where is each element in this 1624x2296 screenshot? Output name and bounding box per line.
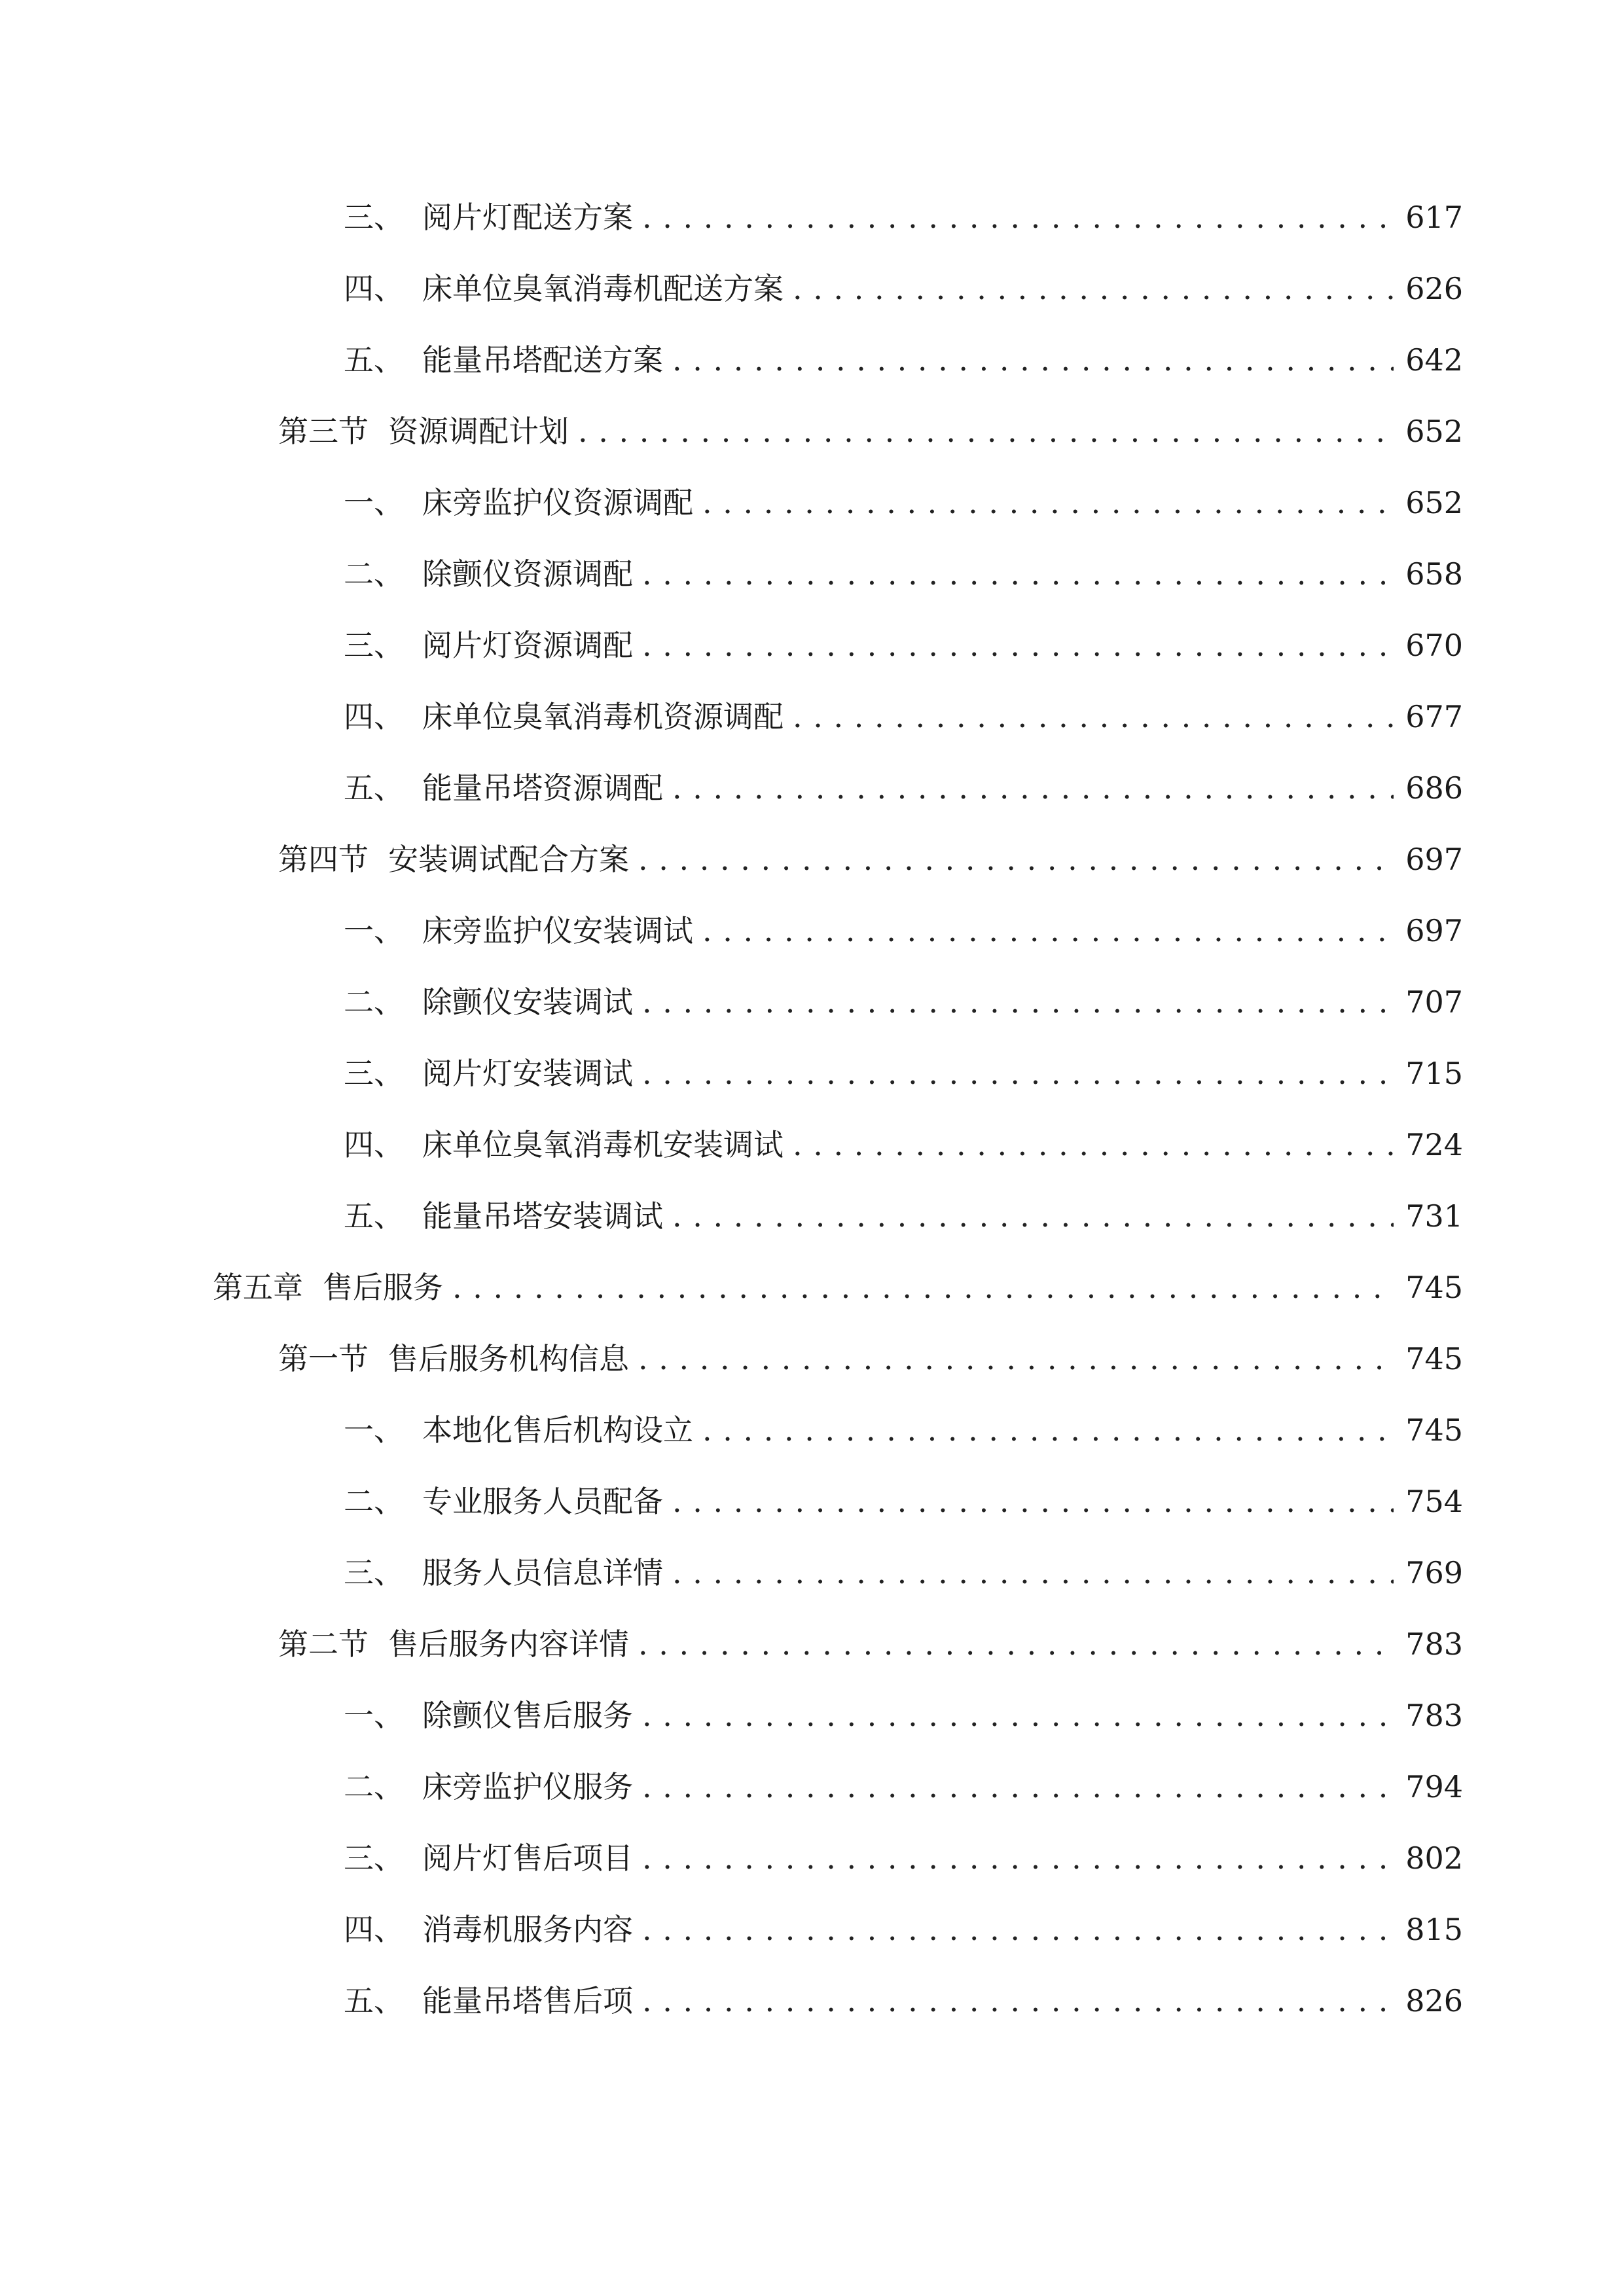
toc-entry[interactable] bbox=[344, 262, 1463, 315]
toc-entry-page: 745 bbox=[1405, 1270, 1463, 1305]
toc-entry-number: 第四节 bbox=[278, 842, 369, 877]
toc-entry-title: 售后服务 bbox=[323, 1270, 443, 1305]
toc-entry-title: 床旁监护仪安装调试 bbox=[422, 913, 693, 948]
toc-entry-title: 除颤仪售后服务 bbox=[422, 1698, 633, 1733]
toc-entry-page: 754 bbox=[1405, 1484, 1463, 1519]
toc-entry[interactable] bbox=[344, 476, 1463, 529]
toc-entry-title: 床单位臭氧消毒机配送方案 bbox=[422, 271, 784, 306]
toc-entry-page: 802 bbox=[1405, 1840, 1463, 1876]
toc-entry[interactable] bbox=[344, 619, 1463, 672]
toc-entry-number: 第一节 bbox=[278, 1341, 369, 1376]
toc-entry-page: 769 bbox=[1405, 1555, 1463, 1590]
toc-entry-page: 724 bbox=[1405, 1127, 1463, 1162]
toc-entry-page: 697 bbox=[1405, 913, 1463, 948]
dot-leader bbox=[452, 1261, 1394, 1314]
toc-entry-number: 三、 bbox=[344, 628, 404, 663]
toc-entry-number: 四、 bbox=[344, 271, 404, 306]
dot-leader bbox=[642, 1903, 1394, 1956]
dot-leader bbox=[793, 262, 1394, 315]
toc-entry[interactable] bbox=[344, 905, 1463, 957]
dot-leader bbox=[642, 976, 1394, 1028]
toc-entry-page: 707 bbox=[1405, 984, 1463, 1020]
dot-leader bbox=[672, 1190, 1394, 1242]
toc-entry-page: 686 bbox=[1405, 770, 1463, 806]
dot-leader bbox=[672, 762, 1394, 814]
dot-leader bbox=[642, 1975, 1394, 2027]
dot-leader bbox=[672, 1475, 1394, 1528]
toc-entry-title: 阅片灯配送方案 bbox=[422, 200, 633, 235]
dot-leader bbox=[672, 334, 1394, 386]
toc-entry[interactable] bbox=[344, 976, 1463, 1028]
toc-entry-title: 服务人员信息详情 bbox=[422, 1555, 663, 1590]
toc-entry-title: 专业服务人员配备 bbox=[422, 1484, 663, 1519]
toc-entry-page: 731 bbox=[1405, 1198, 1463, 1234]
toc-entry-page: 677 bbox=[1405, 699, 1463, 734]
toc-entry-number: 第五章 bbox=[213, 1270, 303, 1305]
toc-entry-title: 床旁监护仪服务 bbox=[422, 1769, 633, 1804]
dot-leader bbox=[642, 1047, 1394, 1100]
toc-entry-number: 五、 bbox=[344, 342, 404, 378]
toc-entry-number: 四、 bbox=[344, 1127, 404, 1162]
dot-leader bbox=[578, 405, 1394, 457]
toc-entry[interactable] bbox=[344, 1975, 1463, 2027]
toc-entry[interactable] bbox=[344, 191, 1463, 243]
toc-entry-title: 床旁监护仪资源调配 bbox=[422, 485, 693, 520]
dot-leader bbox=[642, 1832, 1394, 1884]
toc-entry[interactable] bbox=[344, 1119, 1463, 1171]
toc-entry[interactable] bbox=[344, 1903, 1463, 1956]
dot-leader bbox=[638, 1333, 1394, 1385]
toc-entry-page: 745 bbox=[1405, 1341, 1463, 1376]
toc-entry[interactable] bbox=[344, 548, 1463, 600]
toc-entry-number: 第二节 bbox=[278, 1626, 369, 1662]
dot-leader bbox=[642, 619, 1394, 672]
toc-entry-number: 三、 bbox=[344, 1840, 404, 1876]
dot-leader bbox=[702, 1404, 1394, 1456]
toc-entry[interactable] bbox=[344, 762, 1463, 814]
toc-entry[interactable] bbox=[278, 405, 1463, 457]
toc-entry-title: 除颤仪安装调试 bbox=[422, 984, 633, 1020]
toc-entry-title: 售后服务内容详情 bbox=[388, 1626, 629, 1662]
toc-entry-number: 二、 bbox=[344, 1484, 404, 1519]
toc-entry-title: 能量吊塔安装调试 bbox=[422, 1198, 663, 1234]
toc-entry-page: 670 bbox=[1405, 628, 1463, 663]
toc-entry-number: 第三节 bbox=[278, 414, 369, 449]
dot-leader bbox=[672, 1547, 1394, 1599]
toc-entry-page: 652 bbox=[1405, 414, 1463, 449]
dot-leader bbox=[702, 905, 1394, 957]
toc-entry[interactable] bbox=[344, 334, 1463, 386]
toc-entry[interactable] bbox=[344, 1761, 1463, 1813]
toc-entry[interactable] bbox=[344, 1832, 1463, 1884]
dot-leader bbox=[642, 548, 1394, 600]
toc-entry-number: 五、 bbox=[344, 1198, 404, 1234]
dot-leader bbox=[642, 191, 1394, 243]
toc-entry[interactable] bbox=[344, 1547, 1463, 1599]
toc-entry-number: 一、 bbox=[344, 1698, 404, 1733]
toc-entry[interactable] bbox=[278, 1618, 1463, 1670]
toc-entry-title: 阅片灯售后项目 bbox=[422, 1840, 633, 1876]
toc-entry-page: 783 bbox=[1405, 1626, 1463, 1662]
toc-entry-page: 794 bbox=[1405, 1769, 1463, 1804]
dot-leader bbox=[642, 1761, 1394, 1813]
toc-entry-page: 783 bbox=[1405, 1698, 1463, 1733]
dot-leader bbox=[793, 691, 1394, 743]
toc-entry-page: 658 bbox=[1405, 556, 1463, 592]
toc-entry-number: 五、 bbox=[344, 1983, 404, 2018]
toc-entry-number: 一、 bbox=[344, 485, 404, 520]
toc-entry[interactable] bbox=[344, 1475, 1463, 1528]
toc-entry-page: 697 bbox=[1405, 842, 1463, 877]
toc-entry[interactable] bbox=[344, 1047, 1463, 1100]
toc-entry-number: 二、 bbox=[344, 556, 404, 592]
toc-entry-title: 消毒机服务内容 bbox=[422, 1912, 633, 1947]
toc-entry-page: 815 bbox=[1405, 1912, 1463, 1947]
toc-entry-title: 床单位臭氧消毒机资源调配 bbox=[422, 699, 784, 734]
toc-entry-title: 能量吊塔配送方案 bbox=[422, 342, 663, 378]
toc-entry-title: 安装调试配合方案 bbox=[388, 842, 629, 877]
toc-entry-title: 能量吊塔售后项 bbox=[422, 1983, 633, 2018]
dot-leader bbox=[793, 1119, 1394, 1171]
toc-entry-number: 三、 bbox=[344, 200, 404, 235]
toc-entry-number: 四、 bbox=[344, 699, 404, 734]
dot-leader bbox=[638, 1618, 1394, 1670]
toc-entry-page: 652 bbox=[1405, 485, 1463, 520]
toc-entry-title: 售后服务机构信息 bbox=[388, 1341, 629, 1376]
toc-entry-title: 本地化售后机构设立 bbox=[422, 1412, 693, 1448]
toc-entry-page: 745 bbox=[1405, 1412, 1463, 1448]
toc-entry[interactable] bbox=[344, 1689, 1463, 1742]
toc-entry[interactable] bbox=[344, 691, 1463, 743]
toc-entry-page: 642 bbox=[1405, 342, 1463, 378]
toc-entry-number: 二、 bbox=[344, 1769, 404, 1804]
toc-entry-title: 阅片灯安装调试 bbox=[422, 1056, 633, 1091]
toc-entry-title: 资源调配计划 bbox=[388, 414, 569, 449]
dot-leader bbox=[638, 833, 1394, 886]
toc-entry-number: 三、 bbox=[344, 1555, 404, 1590]
dot-leader bbox=[642, 1689, 1394, 1742]
toc-entry-number: 三、 bbox=[344, 1056, 404, 1091]
toc-entry[interactable] bbox=[344, 1190, 1463, 1242]
toc-entry-page: 626 bbox=[1405, 271, 1463, 306]
toc-entry-title: 除颤仪资源调配 bbox=[422, 556, 633, 592]
toc-entry-number: 一、 bbox=[344, 1412, 404, 1448]
toc-entry-page: 826 bbox=[1405, 1983, 1463, 2018]
toc-entry-title: 阅片灯资源调配 bbox=[422, 628, 633, 663]
toc-entry[interactable] bbox=[213, 1261, 1463, 1314]
toc-entry-page: 617 bbox=[1405, 200, 1463, 235]
toc-entry-number: 五、 bbox=[344, 770, 404, 806]
toc-entry-number: 四、 bbox=[344, 1912, 404, 1947]
toc-entry[interactable] bbox=[278, 1333, 1463, 1385]
toc-entry-page: 715 bbox=[1405, 1056, 1463, 1091]
toc-entry-number: 一、 bbox=[344, 913, 404, 948]
toc-entry-number: 二、 bbox=[344, 984, 404, 1020]
dot-leader bbox=[702, 476, 1394, 529]
toc-entry[interactable] bbox=[278, 833, 1463, 886]
toc-entry-title: 床单位臭氧消毒机安装调试 bbox=[422, 1127, 784, 1162]
toc-entry[interactable] bbox=[344, 1404, 1463, 1456]
toc-entry-title: 能量吊塔资源调配 bbox=[422, 770, 663, 806]
